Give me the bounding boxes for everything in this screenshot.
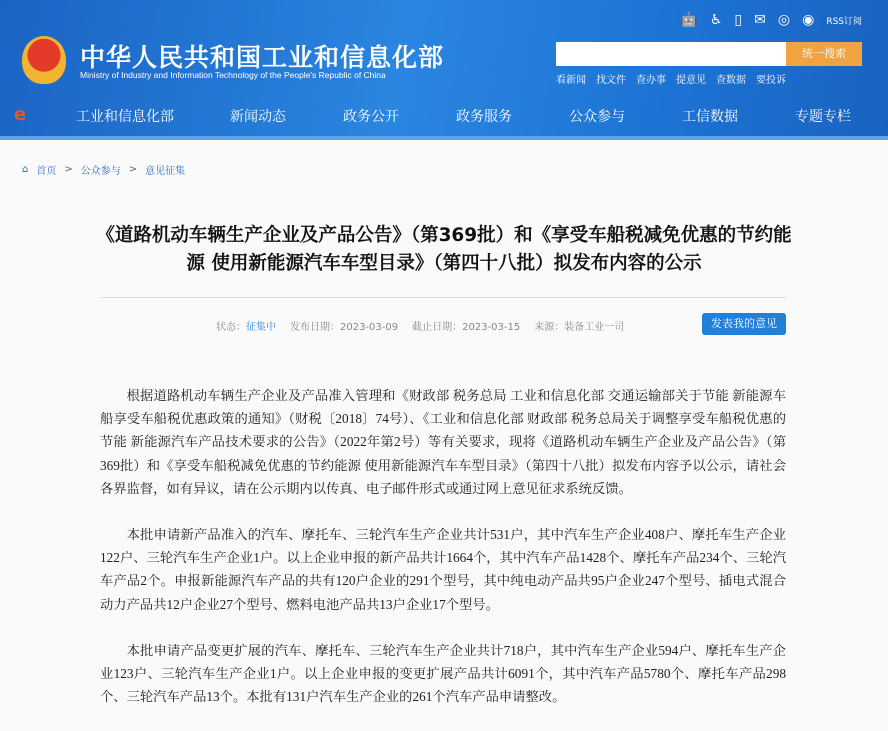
quick-link[interactable]: 查办事 [636, 75, 666, 86]
nav-item[interactable]: 专题专栏 [795, 109, 851, 125]
nav-item[interactable]: 政务服务 [456, 109, 512, 125]
paragraph: 根据道路机动车辆生产企业及产品准入管理和《财政部 税务总局 工业和信息化部 交通运输部关于节能 新能源车船享受车船税优惠政策的通知》（财税〔2018〕74号）、《工业和信息化部 财政部 税务总局关于调整享受车船税优惠的节能 新能源汽车产品技术要求的公告》（2022年第2号）等有关要求，现将《道路机动车辆生产企业及产品公告》（第369批）和《享受车船税减免优惠的节约能源 使用新能源汽车车型目录》（第四十八批）拟发布内容予以公示，请社会各界监督，如有异议，请在公示期内以传真、电子邮件形式或通过网上意见征求系统反馈。 [100, 388, 786, 496]
nav-item[interactable]: 公众参与 [569, 109, 625, 125]
national-emblem-logo [22, 36, 66, 84]
rss-link[interactable]: RSS订阅 [826, 16, 862, 27]
weibo-icon[interactable]: ◉ [802, 12, 815, 28]
quick-links [556, 71, 786, 86]
status: 状态：征集中 [216, 322, 276, 333]
source: 来源：装备工业一司 [534, 322, 625, 333]
nav-item[interactable]: 工业和信息化部 [76, 109, 174, 125]
paragraph: 本批申请产品变更扩展的汽车、摩托车、三轮汽车生产企业共计718户，其中汽车生产企业594户、摩托车生产企业123户、三轮汽车生产企业1户。以上企业申报的变更扩展产品共计6091个，其中汽车产品5780个、摩托车产品298个、三轮汽车产品13个。本批有131户汽车生产企业的261个汽车产品申请整改。 [100, 642, 786, 705]
quick-link[interactable]: 提意见 [676, 75, 706, 86]
quick-link[interactable]: 看新闻 [556, 75, 586, 86]
mobile-icon[interactable]: ▯ [734, 12, 743, 28]
wechat-icon[interactable]: ◎ [777, 12, 791, 28]
breadcrumb-item[interactable]: 公众参与 [80, 166, 121, 177]
breadcrumb [22, 162, 185, 177]
publish-date: 发布日期：2023-03-09 [290, 322, 399, 333]
article-body [100, 384, 786, 731]
breadcrumb-separator: > [64, 164, 73, 175]
nav-item[interactable]: 工信数据 [682, 109, 738, 125]
nav-item[interactable]: 新闻动态 [230, 109, 286, 125]
header-tools [680, 12, 862, 28]
quick-link[interactable]: 要投诉 [756, 75, 786, 86]
accessibility-icon[interactable]: ♿ [709, 12, 723, 28]
home-icon: ⌂ [22, 164, 29, 175]
article-title: 《道路机动车辆生产企业及产品公告》（第369批）和《享受车船税减免优惠的节约能源 使用新能源汽车车型目录》（第四十八批）拟发布内容的公示 [96, 225, 792, 274]
quick-link[interactable]: 查数据 [716, 75, 746, 86]
nav-item[interactable]: 政务公开 [343, 109, 399, 125]
search-input[interactable] [556, 42, 786, 66]
deadline-date: 截止日期：2023-03-15 [412, 322, 521, 333]
e-logo-icon[interactable]: e [14, 104, 27, 125]
breadcrumb-item[interactable]: 意见征集 [145, 166, 186, 177]
divider [100, 297, 786, 298]
breadcrumb-item[interactable]: 首页 [36, 166, 57, 177]
article-meta [216, 318, 624, 333]
search-button[interactable]: 统一搜索 [786, 42, 862, 66]
mail-icon[interactable]: ✉ [754, 12, 766, 28]
site-name-cn[interactable]: 中华人民共和国工业和信息化部 [80, 43, 445, 72]
paragraph: 本批申请新产品准入的汽车、摩托车、三轮汽车生产企业共计531户，其中汽车生产企业408户、摩托车生产企业122户、三轮汽车生产企业1户。以上企业申报的新产品共计1664个，其中汽车产品1428个、摩托车产品234个、三轮汽车产品2个。申报新能源汽车产品的共有120户企业的291个型号，其中纯电动产品共95户企业247个型号、插电式混合动力产品共12户企业27个型号、燃料电池产品共13户企业17个型号。 [100, 527, 786, 612]
submit-comment-button[interactable]: 发表我的意见 [702, 313, 786, 335]
breadcrumb-separator: > [128, 164, 138, 175]
site-name-en: Ministry of Industry and Information Technology of the People's Republic of China [80, 70, 386, 80]
status-badge: 征集中 [246, 322, 276, 333]
site-header [0, 0, 888, 140]
robot-icon[interactable]: 🤖 [680, 12, 698, 28]
quick-link[interactable]: 找文件 [596, 75, 626, 86]
main-nav [0, 98, 888, 132]
